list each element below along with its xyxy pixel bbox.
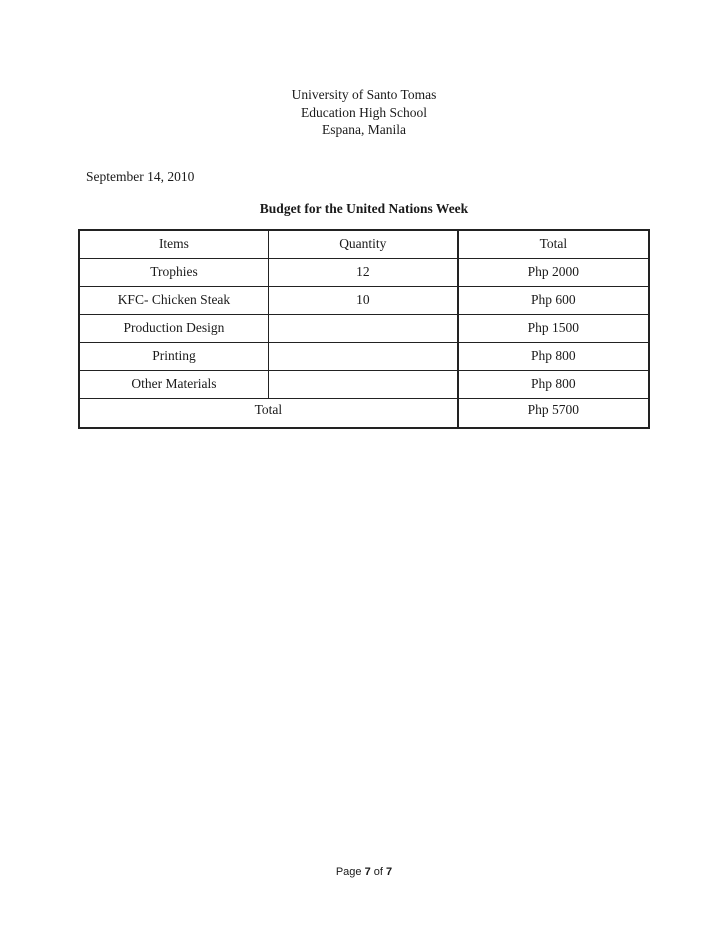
budget-table xyxy=(78,229,650,429)
document-title-text: Budget for the United Nations Week xyxy=(259,201,469,216)
item-cell: Production Design xyxy=(79,314,268,342)
quantity-cell xyxy=(268,314,457,342)
quantity-cell: 12 xyxy=(268,258,457,286)
table-total-row xyxy=(79,398,649,428)
item-cell: Other Materials xyxy=(79,370,268,398)
institution-name: University of Santo Tomas xyxy=(291,87,437,102)
quantity-cell xyxy=(268,370,457,398)
table-row xyxy=(79,286,649,314)
column-header-items: Items xyxy=(79,230,268,258)
grand-total-cell: Php 5700 xyxy=(458,398,649,428)
school-address: Espana, Manila xyxy=(322,122,406,137)
table-header-row xyxy=(79,230,649,258)
total-label-cell: Total xyxy=(79,398,458,428)
column-header-total: Total xyxy=(458,230,649,258)
total-cell: Php 600 xyxy=(458,286,649,314)
total-cell: Php 2000 xyxy=(458,258,649,286)
total-cell: Php 1500 xyxy=(458,314,649,342)
document-date: September 14, 2010 xyxy=(86,169,195,184)
total-cell: Php 800 xyxy=(458,342,649,370)
total-pages-number: 7 xyxy=(386,866,393,878)
school-name: Education High School xyxy=(301,104,427,120)
page-word: Page xyxy=(335,866,362,878)
page-footer xyxy=(0,866,728,878)
column-header-quantity: Quantity xyxy=(268,230,457,258)
document-title xyxy=(0,201,728,217)
table-row xyxy=(79,370,649,398)
of-word: of xyxy=(373,866,383,878)
table-row xyxy=(79,342,649,370)
item-cell: Trophies xyxy=(79,258,268,286)
table-row xyxy=(79,314,649,342)
quantity-cell xyxy=(268,342,457,370)
total-cell: Php 800 xyxy=(458,370,649,398)
table-row xyxy=(79,258,649,286)
quantity-cell: 10 xyxy=(268,286,457,314)
item-cell: KFC- Chicken Steak xyxy=(79,286,268,314)
current-page-number: 7 xyxy=(364,866,371,878)
item-cell: Printing xyxy=(79,342,268,370)
letterhead xyxy=(0,86,728,139)
